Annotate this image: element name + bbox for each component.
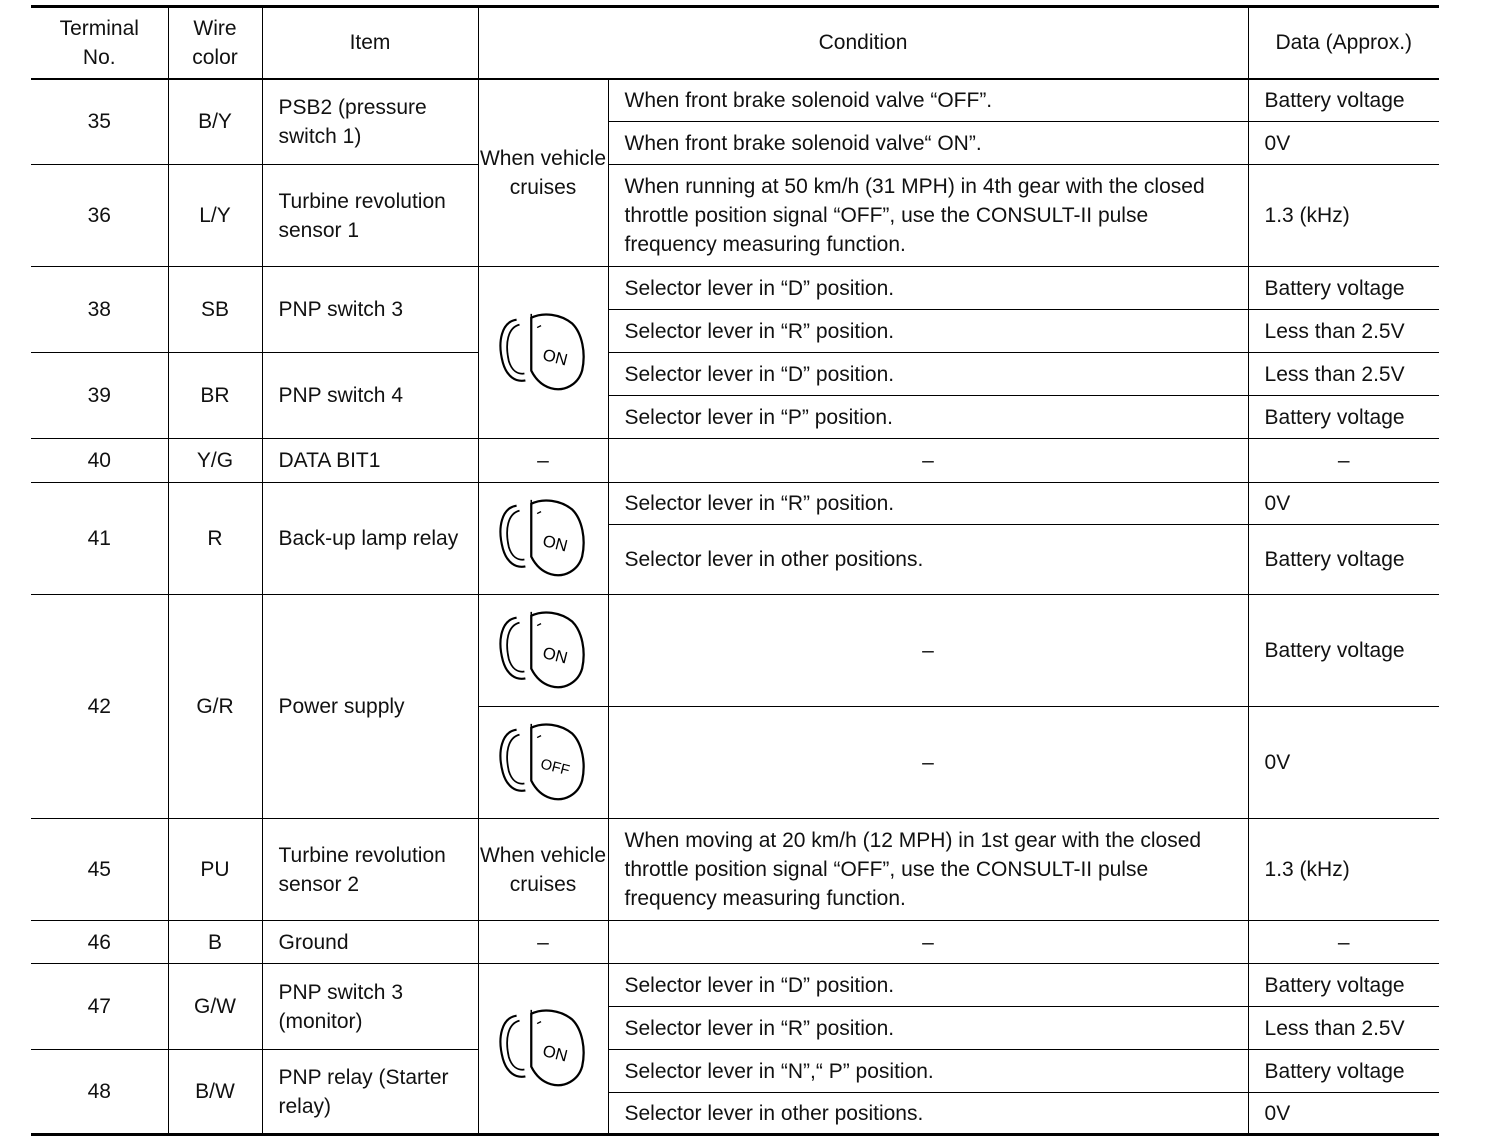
terminal-no: 48 xyxy=(31,1050,168,1135)
data-value: 0V xyxy=(1248,1093,1439,1135)
svg-text:ON: ON xyxy=(540,530,570,556)
wire-color: B/Y xyxy=(168,79,262,165)
data-value: 1.3 (kHz) xyxy=(1248,165,1439,267)
table-row xyxy=(31,483,1439,525)
data-value: Battery voltage xyxy=(1248,267,1439,310)
table-row xyxy=(31,964,1439,1007)
table-row xyxy=(31,267,1439,310)
data-value: Battery voltage xyxy=(1248,396,1439,439)
table-row xyxy=(31,439,1439,483)
svg-text:ON: ON xyxy=(540,642,570,668)
condition-text: When running at 50 km/h (31 MPH) in 4th gear with the closed throttle position signal “OFF”, use the CONSULT-II pulse frequency measuring function. xyxy=(608,165,1248,267)
condition-group: When vehicle cruises xyxy=(478,819,608,921)
condition-text: Selector lever in “D” position. xyxy=(608,964,1248,1007)
dash-cell: – xyxy=(1248,921,1439,964)
item-name: Back-up lamp relay xyxy=(262,483,478,595)
ignition-key-cell xyxy=(478,707,608,819)
data-value: 0V xyxy=(1248,483,1439,525)
data-value: Battery voltage xyxy=(1248,964,1439,1007)
table-row xyxy=(31,595,1439,707)
terminal-no: 45 xyxy=(31,819,168,921)
item-name: Turbine revolution sensor 2 xyxy=(262,819,478,921)
item-name: PNP switch 4 xyxy=(262,353,478,439)
ignition-key-cell xyxy=(478,595,608,707)
ignition-key-on-icon xyxy=(498,494,588,584)
ignition-key-cell xyxy=(478,267,608,439)
condition-text: When front brake solenoid valve“ ON”. xyxy=(608,122,1248,165)
ignition-key-on-icon xyxy=(498,1004,588,1094)
wire-color: G/R xyxy=(168,595,262,819)
header-wire: Wire color xyxy=(168,7,262,79)
data-value: Less than 2.5V xyxy=(1248,310,1439,353)
wire-color: SB xyxy=(168,267,262,353)
dash-cell: – xyxy=(478,921,608,964)
terminal-no: 47 xyxy=(31,964,168,1050)
item-name: Ground xyxy=(262,921,478,964)
terminal-no: 41 xyxy=(31,483,168,595)
data-value: Less than 2.5V xyxy=(1248,1007,1439,1050)
table-row xyxy=(31,1050,1439,1093)
condition-group: When vehicle cruises xyxy=(478,79,608,267)
item-name: DATA BIT1 xyxy=(262,439,478,483)
dash-cell: – xyxy=(608,595,1248,707)
dash-cell: – xyxy=(608,921,1248,964)
data-value: 0V xyxy=(1248,707,1439,819)
table-row xyxy=(31,79,1439,122)
svg-text:ON: ON xyxy=(540,1040,570,1066)
data-value: Battery voltage xyxy=(1248,595,1439,707)
data-value: Battery voltage xyxy=(1248,525,1439,595)
wire-color: B/W xyxy=(168,1050,262,1135)
item-name: PSB2 (pressure switch 1) xyxy=(262,79,478,165)
condition-text: When moving at 20 km/h (12 MPH) in 1st gear with the closed throttle position signal “OFF”, use the CONSULT-II pulse frequency measuring function. xyxy=(608,819,1248,921)
header-condition: Condition xyxy=(478,7,1248,79)
terminal-no: 38 xyxy=(31,267,168,353)
wire-color: G/W xyxy=(168,964,262,1050)
data-value: 1.3 (kHz) xyxy=(1248,819,1439,921)
item-name: PNP switch 3 xyxy=(262,267,478,353)
item-name: PNP switch 3 (monitor) xyxy=(262,964,478,1050)
condition-text: Selector lever in “D” position. xyxy=(608,353,1248,396)
terminal-no: 40 xyxy=(31,439,168,483)
terminal-no: 36 xyxy=(31,165,168,267)
table-row xyxy=(31,819,1439,921)
table-row xyxy=(31,353,1439,396)
condition-text: Selector lever in “R” position. xyxy=(608,483,1248,525)
ignition-key-on-icon xyxy=(498,308,588,398)
dash-cell: – xyxy=(478,439,608,483)
item-name: Power supply xyxy=(262,595,478,819)
svg-text:OFF: OFF xyxy=(538,756,572,779)
terminal-no: 42 xyxy=(31,595,168,819)
ignition-key-on-icon xyxy=(498,606,588,696)
wire-color: BR xyxy=(168,353,262,439)
wire-color: PU xyxy=(168,819,262,921)
item-name: PNP relay (Starter relay) xyxy=(262,1050,478,1135)
condition-text: When front brake solenoid valve “OFF”. xyxy=(608,79,1248,122)
condition-text: Selector lever in other positions. xyxy=(608,525,1248,595)
dash-cell: – xyxy=(1248,439,1439,483)
condition-text: Selector lever in other positions. xyxy=(608,1093,1248,1135)
wire-color: B xyxy=(168,921,262,964)
wire-color: Y/G xyxy=(168,439,262,483)
data-value: Battery voltage xyxy=(1248,1050,1439,1093)
header-item: Item xyxy=(262,7,478,79)
condition-text: Selector lever in “D” position. xyxy=(608,267,1248,310)
ignition-key-cell xyxy=(478,483,608,595)
condition-text: Selector lever in “N”,“ P” position. xyxy=(608,1050,1248,1093)
table-row xyxy=(31,165,1439,267)
header-terminal: Terminal No. xyxy=(31,7,168,79)
data-value: 0V xyxy=(1248,122,1439,165)
ignition-key-cell xyxy=(478,964,608,1135)
terminal-no: 35 xyxy=(31,79,168,165)
terminal-no: 39 xyxy=(31,353,168,439)
condition-text: Selector lever in “R” position. xyxy=(608,1007,1248,1050)
item-name: Turbine revolution sensor 1 xyxy=(262,165,478,267)
wire-color: L/Y xyxy=(168,165,262,267)
dash-cell: – xyxy=(608,707,1248,819)
condition-text: Selector lever in “P” position. xyxy=(608,396,1248,439)
wire-color: R xyxy=(168,483,262,595)
data-value: Less than 2.5V xyxy=(1248,353,1439,396)
table-row xyxy=(31,921,1439,964)
data-value: Battery voltage xyxy=(1248,79,1439,122)
terminal-no: 46 xyxy=(31,921,168,964)
terminal-table xyxy=(31,5,1439,1136)
ignition-key-off-icon xyxy=(498,718,588,808)
svg-text:ON: ON xyxy=(540,344,570,370)
header-data: Data (Approx.) xyxy=(1248,7,1439,79)
dash-cell: – xyxy=(608,439,1248,483)
condition-text: Selector lever in “R” position. xyxy=(608,310,1248,353)
